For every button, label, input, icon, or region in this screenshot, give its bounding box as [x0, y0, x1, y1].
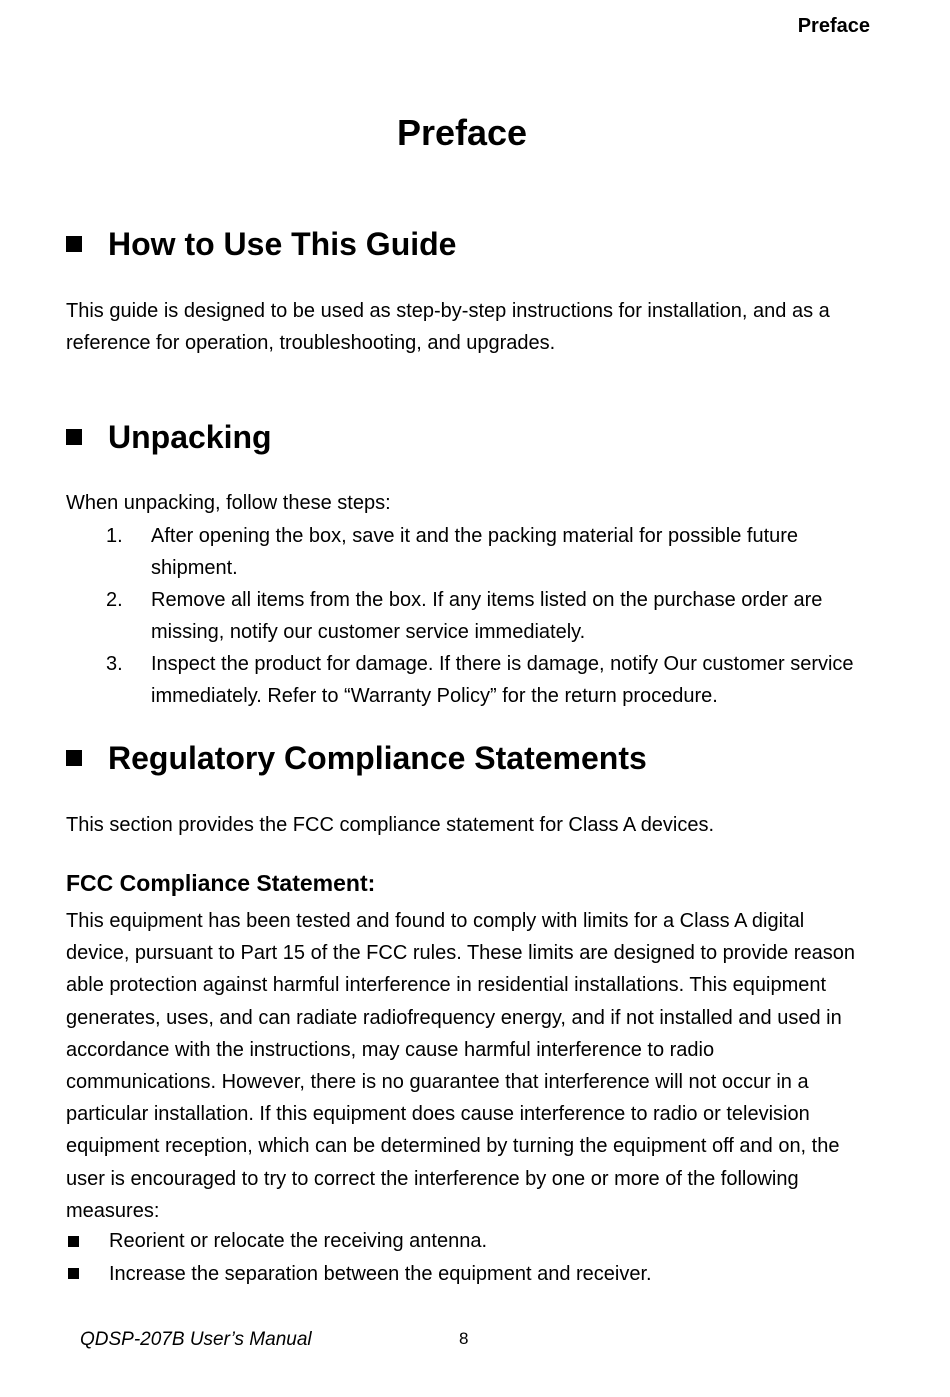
page-title: Preface — [396, 112, 528, 153]
section-heading-regulatory — [66, 740, 647, 777]
list-item — [66, 1225, 652, 1258]
step-text: Remove all items from the box. If any items listed on the purchase order are missing, notify our customer service immediately. — [151, 589, 823, 643]
step-text: Inspect the product for damage. If there is damage, notify Our customer service immediately. Refer to “Warranty Policy” for the return procedure. — [151, 653, 854, 707]
footer-manual-name: QDSP-207B User’s Manual — [80, 1329, 312, 1350]
how-to-use-paragraph: This guide is designed to be used as step-by-step instructions for installation, and as a reference for operation, troubleshooting, and upgrades. — [66, 300, 830, 355]
measure-text: Increase the separation between the equipment and receiver. — [109, 1262, 652, 1285]
step-number: 3. — [106, 653, 123, 675]
fcc-measures-list — [66, 1225, 652, 1290]
regulatory-intro: This section provides the FCC compliance statement for Class A devices. — [66, 814, 715, 836]
list-item — [106, 520, 866, 584]
square-bullet-icon — [66, 236, 82, 252]
square-bullet-icon — [66, 750, 82, 766]
list-item — [106, 648, 866, 712]
list-item — [106, 584, 866, 648]
section-heading-text: Unpacking — [108, 419, 272, 455]
fcc-heading: FCC Compliance Statement: — [66, 870, 376, 896]
measure-text: Reorient or relocate the receiving antenna. — [109, 1230, 488, 1252]
list-item — [66, 1258, 652, 1291]
step-text: After opening the box, save it and the packing material for possible future shipment. — [151, 525, 799, 579]
section-heading-text: Regulatory Compliance Statements — [108, 740, 647, 776]
unpacking-steps — [106, 520, 866, 712]
fcc-paragraph: This equipment has been tested and found to comply with limits for a Class A digital device, pursuant to Part 15 of the FCC rules. These limits are designed to provide reason able protection against harmful interference in residential installations. This equipment generates, uses, and can radiate radiofrequency energy, and if not installed and used in accordance with the instructions, may cause harmful interference to radio communications. However, there is no guarantee that interference will not occur in a particular installation. If this equipment does cause interference to radio or television equipment reception, which can be determined by turning the equipment off and on, the user is encouraged to try to correct the interference by one or more of the following measures: — [66, 910, 855, 1222]
square-bullet-icon — [66, 429, 82, 445]
running-header: Preface — [797, 15, 870, 37]
step-number: 2. — [106, 589, 123, 611]
footer-page-number: 8 — [459, 1329, 469, 1348]
square-bullet-icon — [68, 1236, 79, 1247]
section-heading-unpacking — [66, 419, 272, 456]
section-heading-text: How to Use This Guide — [108, 226, 457, 262]
square-bullet-icon — [68, 1268, 79, 1279]
unpacking-intro: When unpacking, follow these steps: — [66, 492, 391, 514]
step-number: 1. — [106, 525, 123, 547]
section-heading-how-to-use — [66, 226, 456, 263]
